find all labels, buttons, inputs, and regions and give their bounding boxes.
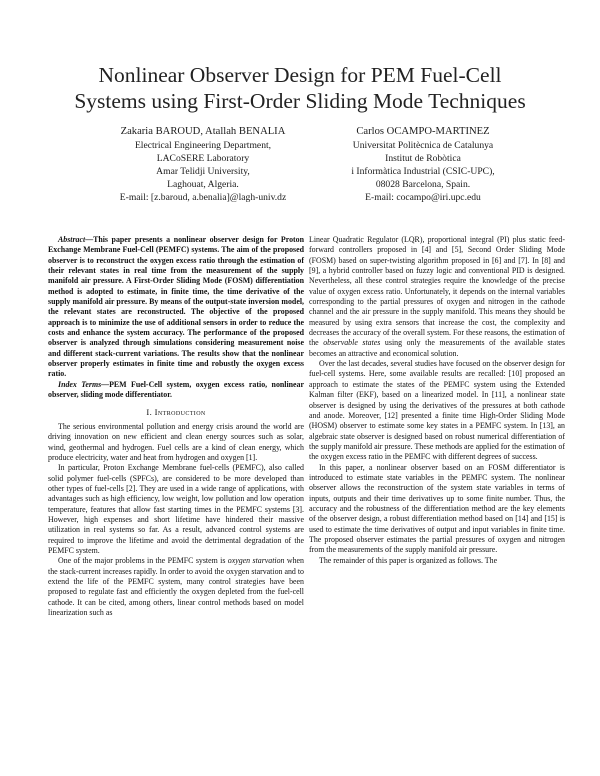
body-paragraph: Over the last decades, several studies have focused on the observer design for fuel-cell systems. Here, some available results are recalled: [10] proposed an approach to estimate the states of the PEMFC system using the Extended Kalman filter (EKF), based on a linearized model. In [11], a nonlinear state observer is designed by using the derivatives of the pressures at both cathode and anode. Moreover, [12] presented a finite time High-Order Sliding Mode (HOSM) observer to estimate some key states in a PEMFC system. In [13], an algebraic state observer is designed based on robust numerical differentiation of the supply manifold air pressure. These methods are applied for the estimation of the oxygen excess ratio in the PEMFC with different degrees of success. <box>309 359 566 462</box>
author-names-right: Carlos OCAMPO-MARTINEZ <box>356 126 490 137</box>
text-run: when the stack-current increases rapidly. In order to avoid the oxygen starvation and to extend the life of the PEMFC system, many control strategies have been proposed to regulate fast and efficiently the oxygen depleted from the fuel-cell cathode. It can be cited, among others, linear control methods based on model linearization such as <box>48 556 304 618</box>
emphasis-text: observable states <box>323 338 381 348</box>
right-column <box>309 235 565 566</box>
body-paragraph <box>48 556 304 618</box>
affiliation-line: Electrical Engineering Department, <box>134 140 272 151</box>
affiliation-line: Universitat Politècnica de Catalunya <box>352 140 494 151</box>
text-run: One of the major problems in the PEMFC system is <box>58 556 228 566</box>
left-column <box>48 235 304 618</box>
body-paragraph: In particular, Proton Exchange Membrane fuel-cells (PEMFC), also called solid polymer fuel-cells (SPFCs), are considered to be more developed than other types of fuel-cells [2]. They are used in a wide range of applications, with advantages such as high efficiency, low weight, low pollution and low operation temperature, features that allow fast starting times in the PEMFC systems [3]. However, high expenses and short lifetime have hindered their massive utilization in real systems so far. As a result, advanced control systems are required to improve the lifetime and avoid the detrimental degradation of the PEMFC system. <box>48 463 304 555</box>
text-run: using only the measurements of the available states becomes an attractive and economical solution. <box>309 338 565 358</box>
author-block-left <box>86 125 320 204</box>
abstract <box>48 235 304 380</box>
body-paragraph: The serious environmental pollution and energy crisis around the world are driving innovation on new efficient and clean energy sources such as solar, wind, geothermal and hydrogen. Fuel cells are a kind of clean energy, which produce electricity, water and heat from hydrogen and oxygen [1]. <box>48 421 304 462</box>
section-heading-introduction: I. Introduction <box>146 406 206 417</box>
paper-title-line-1: Nonlinear Observer Design for PEM Fuel-Cell <box>98 63 502 87</box>
abstract-text: —This paper presents a nonlinear observer design for Proton Exchange Membrane Fuel-Cell (PEMFC) systems. The aim of the proposed observer is to reconstruct the oxygen excess ratio through the estimation of their relevant states in real time from the measurement of the supply manifold air pressure. A First-Order Sliding Mode (FOSM) differentiation method is adopted to estimate, in finite time, the time derivative of the supply manifold air pressure. By means of the output-state inversion model, the relevant states are reconstructed. The objective of the proposed approach is to minimize the use of additional sensors in order to reduce the costs and enhance the system accuracy. The performance of the proposed observer is analyzed through simulations considering measurement noise and different stack-current variations. The results show that the nonlinear observer properly estimates in finite time and robustly the oxygen excess ratio. <box>48 235 304 379</box>
author-block-right <box>318 125 528 204</box>
author-email-right: E-mail: cocampo@iri.upc.edu <box>365 192 481 203</box>
affiliation-line: 08028 Barcelona, Spain. <box>375 179 471 190</box>
body-paragraph: The remainder of this paper is organized as follows. The <box>319 555 498 565</box>
index-terms-lead: Index Terms <box>58 379 102 389</box>
affiliation-line: LACoSERE Laboratory <box>156 153 250 164</box>
emphasis-text: oxygen starvation <box>227 556 285 566</box>
author-email-left: E-mail: [z.baroud, a.benalia]@lagh-univ.dz <box>119 192 287 203</box>
text-run: Linear Quadratic Regulator (LQR), proportional integral (PI) plus static feed-forward controllers proposed in [4] and [5], Second Order Sliding Mode (FOSM) based on super-twisting algorithm proposed in [6] and [7]. In [8] and [9], a hybrid controller based on fuzzy logic and conventional PID is designed. Nevertheless, all these control strategies require the knowledge of the precise value of oxygen excess ratio. Unfortunately, it depends on the internal variables corresponding to the partial pressures of oxygen and nitrogen in the cathode channel and the air pressure in the supply manifold. This means they should be measured by using extra sensors that increase the cost, the complexity and decreases the accuracy of the overall system. For these reasons, the estimation of the <box>309 235 565 348</box>
body-paragraph: In this paper, a nonlinear observer based on an FOSM differentiator is introduced to estimate state variables in the PEMFC system. The nonlinear observer allows the reconstruction of the system state variables in terms of inputs, outputs and their time derivatives up to some finite number. Thus, the accuracy and the robustness of the differentiation method are the key elements of the observer design, a robust differentiation method based on [14] and [15] is used to estimate the time derivatives of output and input variables in finite time. The proposed observer estimates the partial pressures of oxygen and nitrogen from the measurements of the supply manifold air pressure. <box>309 462 565 555</box>
paper-title-line-2: Systems using First-Order Sliding Mode Techniques <box>74 89 526 113</box>
abstract-lead: Abstract <box>58 235 86 244</box>
body-paragraph <box>309 235 565 359</box>
affiliation-line: Laghouat, Algeria. <box>167 179 239 190</box>
index-terms-text: —PEM Fuel-Cell system, oxygen excess ratio, nonlinear observer, sliding mode differentiator. <box>48 379 305 400</box>
index-terms <box>48 380 304 401</box>
affiliation-line: Amar Telidji University, <box>156 166 250 177</box>
author-names-left: Zakaria BAROUD, Atallah BENALIA <box>120 126 286 137</box>
affiliation-line: i Informàtica Industrial (CSIC-UPC), <box>351 166 495 177</box>
affiliation-line: Institut de Robòtica <box>385 153 461 164</box>
